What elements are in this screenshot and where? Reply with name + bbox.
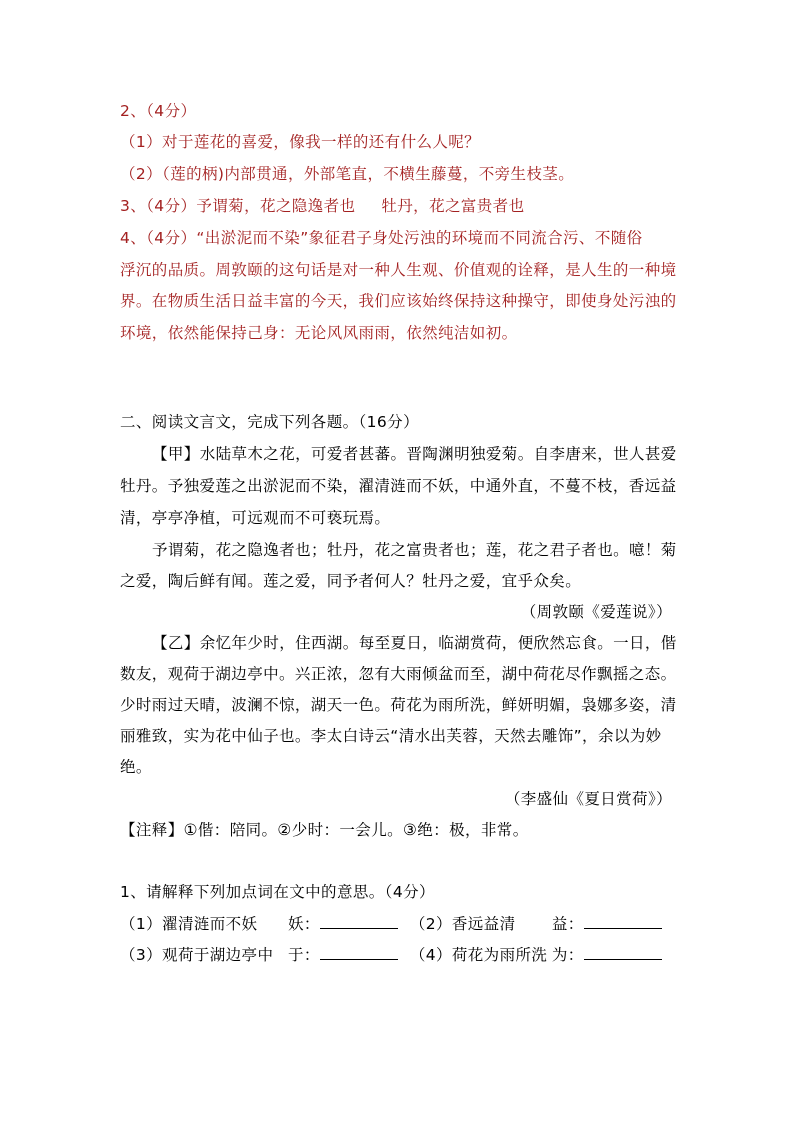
question-row xyxy=(120,912,680,936)
passage-jia-line: 牡丹。予独爱莲之出淤泥而不染，濯清涟而不妖，中通外直，不蔓不枝，香远益 xyxy=(120,477,677,495)
annotation-notes: 【注释】①偕：陪同。②少时：一会儿。③绝：极，非常。 xyxy=(120,821,529,839)
passage-jia-line: 之爱，陶后鲜有闻。莲之爱，同予者何人？牡丹之爱，宜乎众矣。 xyxy=(120,572,582,590)
question-word: 于： xyxy=(288,946,320,964)
question-item: （2）香远益清 xyxy=(409,915,516,933)
passage-jia-line: 予谓菊，花之隐逸者也；牡丹，花之富贵者也；莲，花之君子者也。噫！菊 xyxy=(152,541,677,559)
question-word: 妖： xyxy=(288,915,320,933)
passage-yi-source: （李盛仙《夏日赏荷》） xyxy=(504,790,672,808)
answer-q3-chrysanthemum: 3、（4分）予谓菊，花之隐逸者也 xyxy=(120,197,356,215)
passage-jia-source: （周敦颐《爱莲说》） xyxy=(520,603,672,621)
answer-q3 xyxy=(120,194,680,218)
answer-blank[interactable] xyxy=(584,914,662,929)
answer-q2-heading: 2、（4分） xyxy=(120,102,197,120)
answer-q2-part1: （1）对于莲花的喜爱，像我一样的还有什么人呢？ xyxy=(120,133,481,151)
answer-q4-line: 4、（4分）“出淤泥而不染”象征君子身处污浊的环境而不同流合污、不随俗 xyxy=(120,229,643,247)
answer-q4-line: 界。在物质生活日益丰富的今天，我们应该始终保持这种操守，即使身处污浊的 xyxy=(120,292,677,310)
question-word: 为： xyxy=(551,946,584,964)
answer-q3-peony: 牡丹，花之富贵者也 xyxy=(381,197,525,215)
answer-blank[interactable] xyxy=(320,914,398,929)
answer-q4-line: 浮沉的品质。周敦颐的这句话是对一种人生观、价值观的诠释，是人生的一种境 xyxy=(120,261,677,279)
question-heading: 1、请解释下列加点词在文中的意思。（4分） xyxy=(120,883,435,901)
question-item: （3）观荷于湖边亭中 xyxy=(120,946,274,964)
passage-yi-line: 丽雅致，实为花中仙子也。李太白诗云“清水出芙蓉，天然去雕饰”，余以为妙 xyxy=(120,727,662,745)
passage-jia-line: 清，亭亭净植，可远观而不可亵玩焉。 xyxy=(120,509,391,527)
question-item: （4）荷花为雨所洗 xyxy=(409,946,548,964)
answer-q2-part2: （2）（莲的柄)内部贯通，外部笔直，不横生藤蔓，不旁生枝茎。 xyxy=(120,165,575,183)
answer-blank[interactable] xyxy=(584,945,662,960)
question-word: 益： xyxy=(551,915,584,933)
answer-blank[interactable] xyxy=(320,945,398,960)
question-item: （1）濯清涟而不妖 xyxy=(120,915,258,933)
passage-yi-line: 数友，观荷于湖边亭中。兴正浓，忽有大雨倾盆而至，湖中荷花尽作飘摇之态。 xyxy=(120,665,677,683)
passage-yi-line: 少时雨过天晴，波澜不惊，湖天一色。荷花为雨所洗，鲜妍明媚，袅娜多姿，清 xyxy=(120,696,677,714)
passage-yi-line: 绝。 xyxy=(120,758,152,776)
answer-q4-line: 环境，依然能保持己身：无论风风雨雨，依然纯洁如初。 xyxy=(120,324,518,342)
passage-jia-line: 【甲】水陆草木之花，可爱者甚蕃。晋陶渊明独爱菊。自李唐来，世人甚爱 xyxy=(152,445,677,463)
question-row xyxy=(120,943,680,967)
passage-yi-line: 【乙】余忆年少时，住西湖。每至夏日，临湖赏荷，便欣然忘食。一日，偕 xyxy=(152,634,677,652)
section-heading: 二、阅读文言文，完成下列各题。（16分） xyxy=(120,413,419,431)
